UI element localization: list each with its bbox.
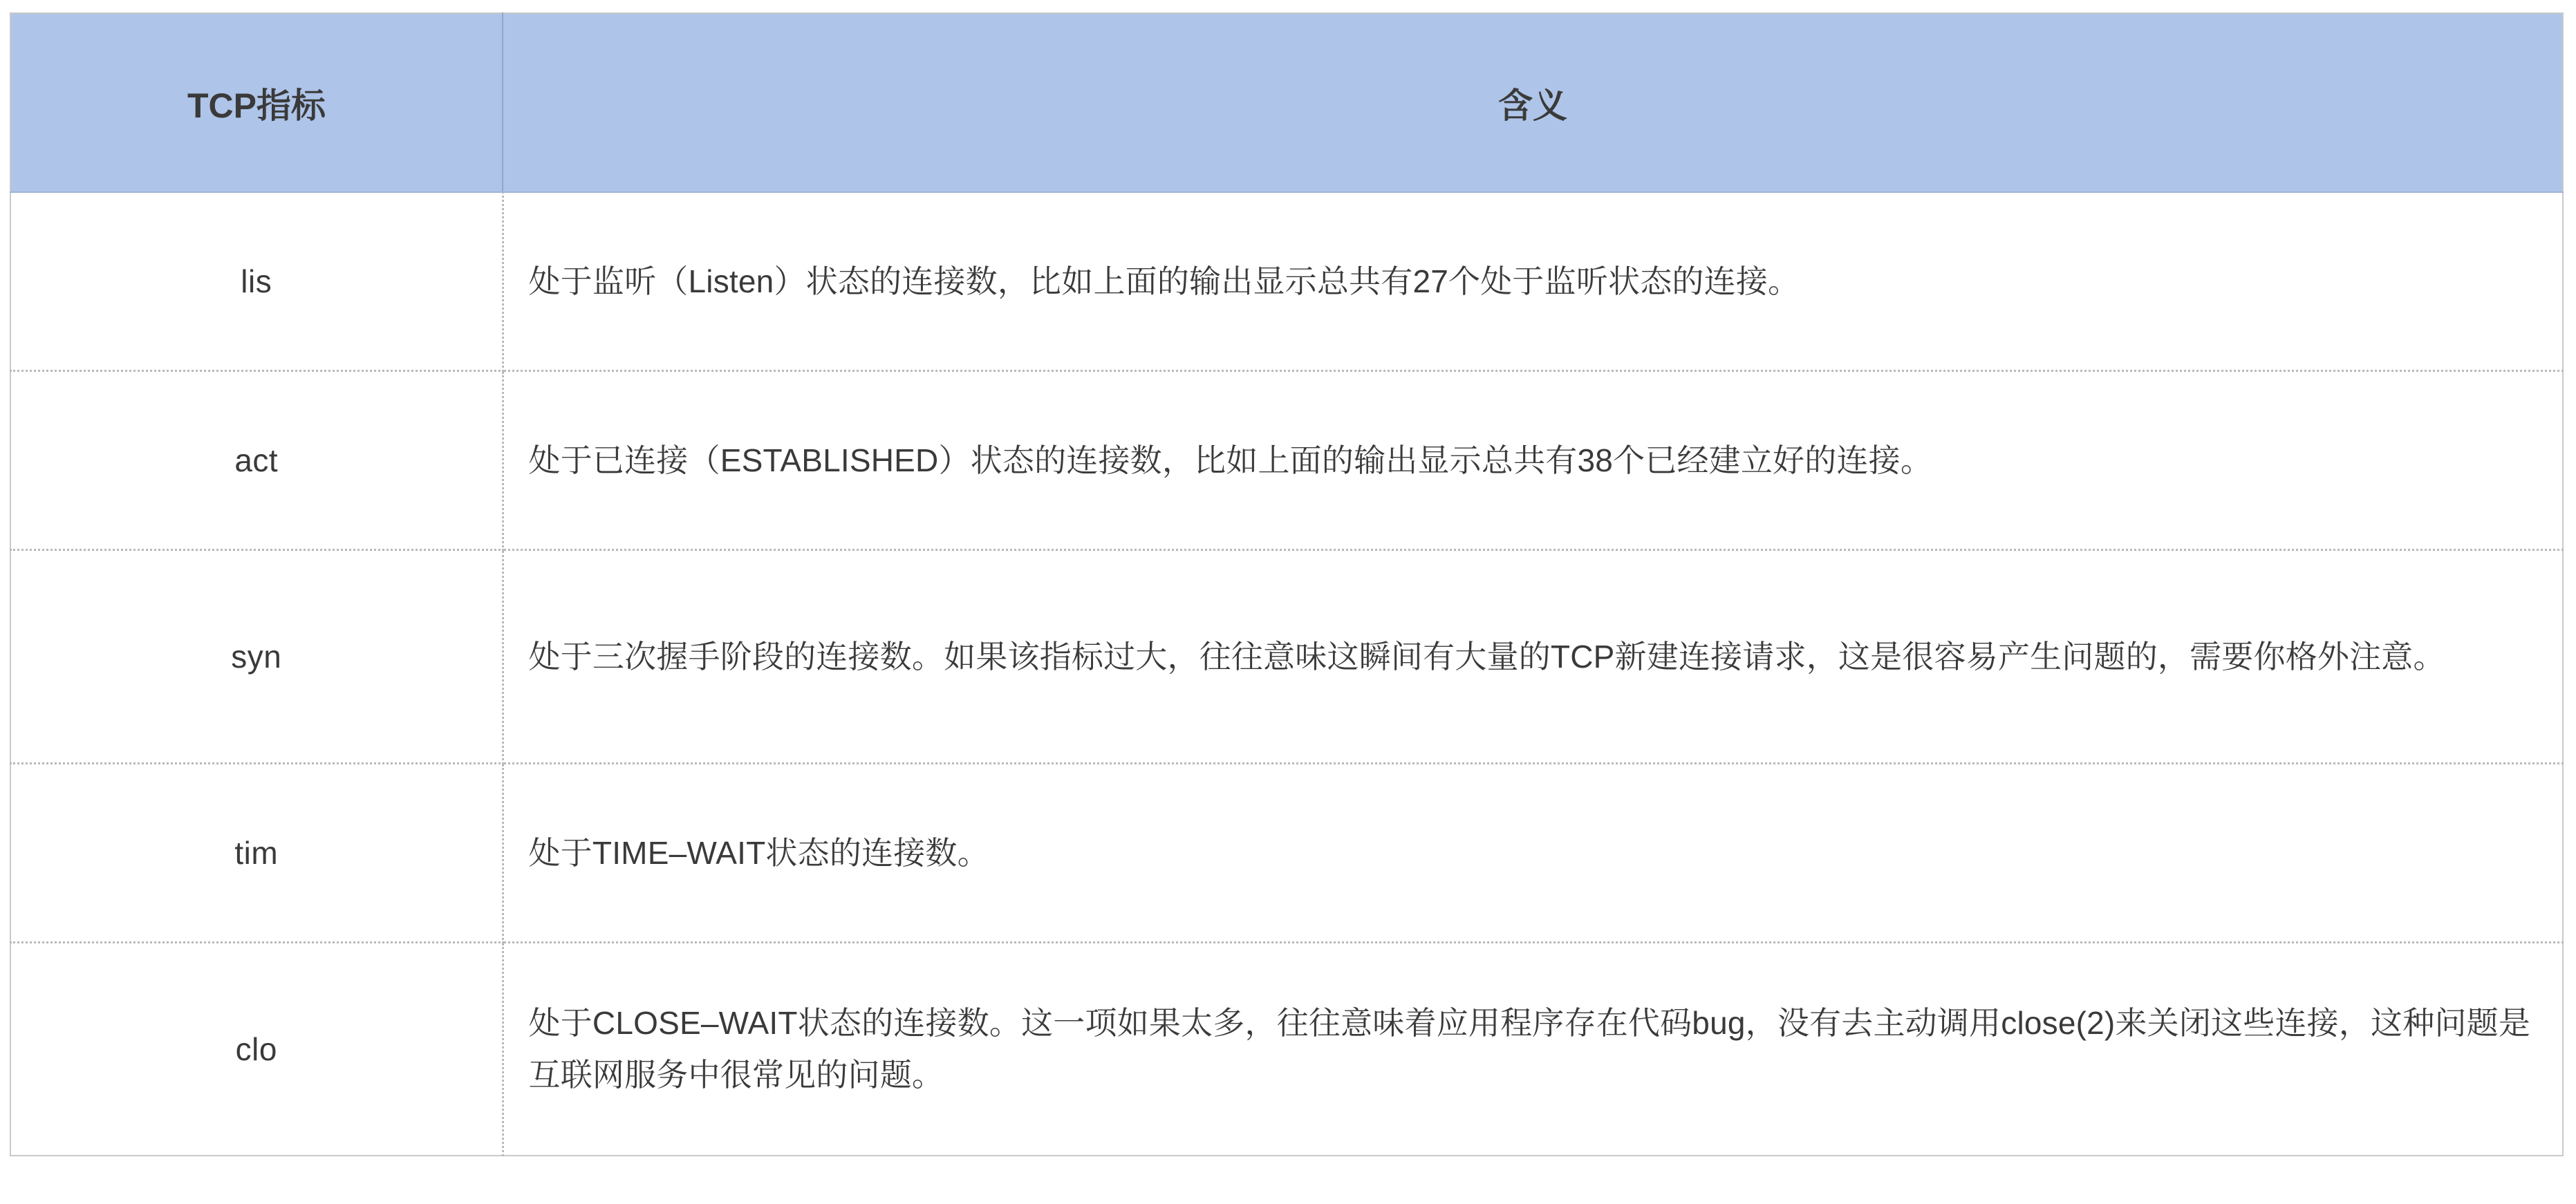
tcp-metrics-table	[10, 12, 2564, 1156]
cell-metric: clo	[10, 943, 503, 1156]
table-row	[10, 943, 2563, 1156]
cell-meaning: 处于TIME–WAIT状态的连接数。	[503, 764, 2563, 943]
table-row	[10, 371, 2563, 550]
cell-meaning: 处于已连接（ESTABLISHED）状态的连接数，比如上面的输出显示总共有38个已经建立好的连接。	[503, 371, 2563, 550]
table-row	[10, 550, 2563, 764]
cell-metric: lis	[10, 192, 503, 371]
table-row	[10, 192, 2563, 371]
table-header	[10, 13, 2563, 192]
cell-meaning: 处于监听（Listen）状态的连接数，比如上面的输出显示总共有27个处于监听状态的连接。	[503, 192, 2563, 371]
table-row	[10, 764, 2563, 943]
cell-meaning: 处于CLOSE–WAIT状态的连接数。这一项如果太多，往往意味着应用程序存在代码bug，没有去主动调用close(2)来关闭这些连接，这种问题是互联网服务中很常见的问题。	[528, 1005, 2531, 1093]
column-header-meaning: 含义	[503, 13, 2563, 192]
cell-meaning: 处于三次握手阶段的连接数。如果该指标过大，往往意味这瞬间有大量的TCP新建连接请求，这是很容易产生问题的，需要你格外注意。	[503, 550, 2563, 764]
table-header-row	[10, 13, 2563, 192]
cell-metric: syn	[10, 550, 503, 764]
column-header-metric: TCP指标	[10, 13, 503, 192]
cell-metric: act	[10, 371, 503, 550]
cell-metric: tim	[10, 764, 503, 943]
table-body	[10, 192, 2563, 1156]
